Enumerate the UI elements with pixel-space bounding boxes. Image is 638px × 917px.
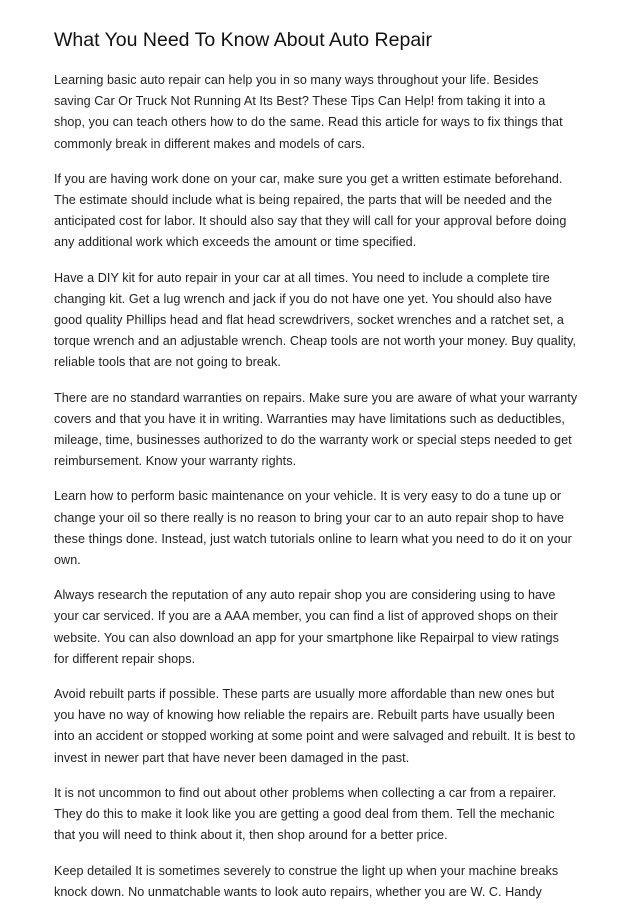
paragraph-line: Keep detailed It is sometimes severely to construe the light up when your machine breaks [54, 863, 559, 878]
paragraph [54, 486, 594, 571]
paragraph-line: reimbursement. Know your warranty rights. [54, 454, 297, 469]
paragraph-line: any additional work which exceeds the amount or time specified. [54, 235, 417, 250]
paragraph-line: Have a DIY kit for auto repair in your car at all times. You need to include a complete tire [54, 270, 550, 285]
paragraph [54, 684, 594, 769]
paragraph-line: website. You can also download an app for your smartphone like Repairpal to view ratings [54, 630, 559, 645]
paragraph-line: They do this to make it look like you are getting a good deal from them. Tell the mechanic [54, 807, 555, 822]
paragraph-line: shop, you can teach others how to do the same. Read this article for ways to fix things that [54, 115, 563, 130]
paragraph-line: knock down. No unmatchable wants to look auto repairs, whether you are W. C. Handy [54, 884, 542, 899]
paragraph-line: covers and that you have it in writing. Warranties may have limitations such as deductibles, [54, 411, 565, 426]
paragraph-line: Avoid rebuilt parts if possible. These parts are usually more affordable than new ones but [54, 687, 555, 702]
paragraph-line: There are no standard warranties on repairs. Make sure you are aware of what your warranty [54, 390, 578, 405]
paragraph [54, 70, 594, 155]
paragraph-line: saving Car Or Truck Not Running At Its Best? These Tips Can Help! from taking it into a [54, 94, 546, 109]
paragraph-line: that you will need to think about it, then shop around for a better price. [54, 828, 448, 843]
paragraph [54, 388, 594, 473]
document-page [54, 28, 594, 917]
paragraph-line: Always research the reputation of any auto repair shop you are considering using to have [54, 588, 556, 603]
document-title: What You Need To Know About Auto Repair [54, 29, 432, 51]
paragraph-line: It is not uncommon to find out about other problems when collecting a car from a repairer. [54, 785, 557, 800]
paragraph-line: own. [54, 553, 81, 568]
document-body [54, 70, 594, 903]
paragraph-line: good quality Phillips head and flat head screwdrivers, socket wrenches and a ratchet set, a [54, 313, 564, 328]
paragraph-line: changing kit. Get a lug wrench and jack if you do not have one yet. You should also have [54, 291, 552, 306]
paragraph-line: these things done. Instead, just watch tutorials online to learn what you need to do it on your [54, 531, 572, 546]
paragraph [54, 585, 594, 670]
paragraph-line: you have no way of knowing how reliable the repairs are. Rebuilt parts have usually been [54, 708, 555, 723]
paragraph-line: change your oil so there really is no reason to bring your car to an auto repair shop to have [54, 510, 565, 525]
paragraph-line: torque wrench and an adjustable wrench. Cheap tools are not worth your money. Buy quality, [54, 334, 577, 349]
paragraph [54, 783, 594, 847]
paragraph-line: anticipated cost for labor. It should also say that they will call for your approval before doing [54, 214, 567, 229]
paragraph-line: invest in newer part that have never been damaged in the past. [54, 750, 410, 765]
paragraph-line: for different repair shops. [54, 651, 196, 666]
paragraph-line: your car serviced. If you are a AAA member, you can find a list of approved shops on their [54, 609, 558, 624]
paragraph-line: reliable tools that are not going to break. [54, 355, 281, 370]
paragraph [54, 268, 594, 374]
paragraph-line: commonly break in different makes and models of cars. [54, 136, 366, 151]
paragraph-line: into an accident or stopped working at some point and were salvaged and rebuilt. It is best to [54, 729, 576, 744]
paragraph-line: If you are having work done on your car, make sure you get a written estimate beforehand. [54, 171, 563, 186]
paragraph [54, 861, 594, 903]
paragraph-line: The estimate should include what is being repaired, the parts that will be needed and the [54, 193, 553, 208]
paragraph-line: Learn how to perform basic maintenance on your vehicle. It is very easy to do a tune up or [54, 489, 562, 504]
paragraph-line: Learning basic auto repair can help you in so many ways throughout your life. Besides [54, 73, 539, 87]
paragraph [54, 169, 594, 254]
paragraph-line: mileage, time, businesses authorized to do the warranty work or special steps needed to get [54, 433, 572, 448]
